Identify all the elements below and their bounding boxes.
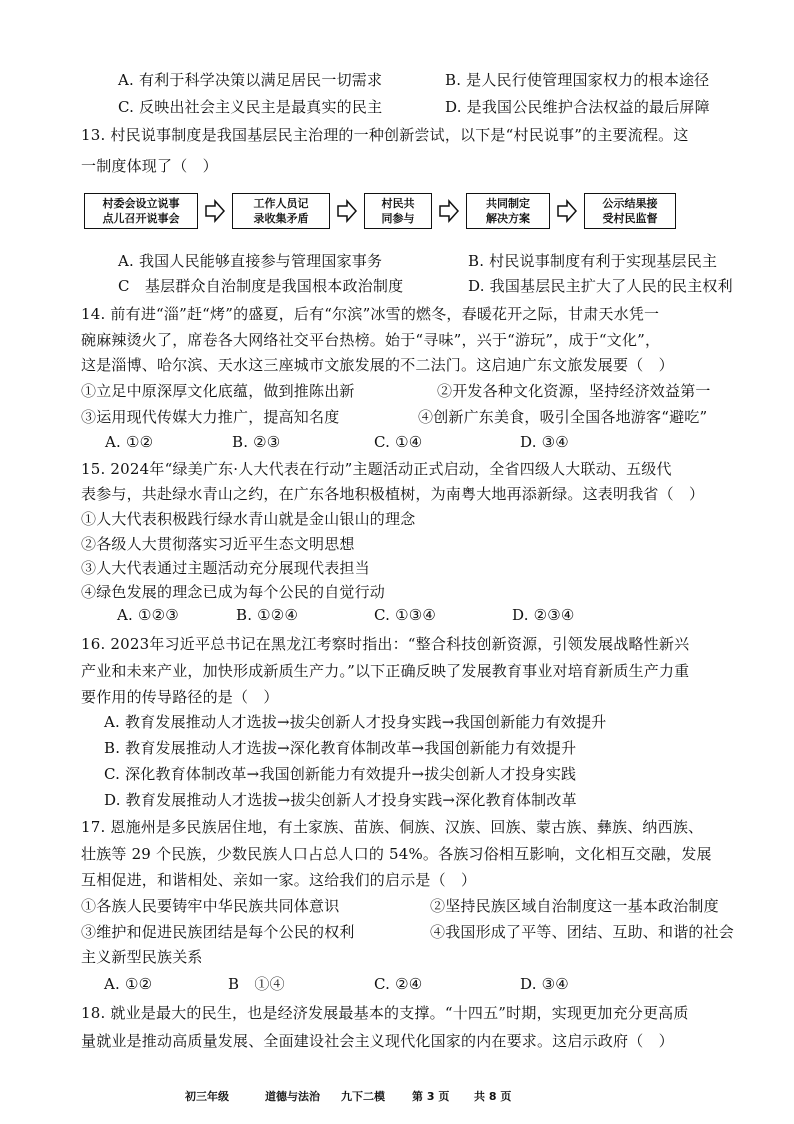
- q15-statement-1: ①人大代表积极践行绿水青山就是金山银山的理念: [81, 510, 416, 528]
- q14-option-c: C. ①④: [374, 433, 423, 451]
- q14-stem-line3: 这是淄博、哈尔滨、天水这三座城市文旅发展的不二法门。这启迪广东文旅发展要（ ）: [81, 356, 674, 374]
- q17-stem-line3: 互相促进，和谐相处、亲如一家。这给我们的启示是（ ）: [81, 871, 477, 889]
- q14-option-d: D. ③④: [520, 433, 569, 451]
- flow-step-5: 公示结果接 受村民监督: [584, 193, 676, 229]
- q14-statement-1: ①立足中原深厚文化底蕴，做到推陈出新: [81, 382, 355, 400]
- flow-arrow-icon: [336, 199, 358, 223]
- q15-option-d: D. ②③④: [512, 606, 575, 624]
- flow-step-4: 共同制定 解决方案: [466, 193, 550, 229]
- q17-stem-line2: 壮族等 29 个民族，少数民族人口占总人口的 54%。各族习俗相互影响，文化相互交融，发展: [81, 845, 712, 863]
- q17-statement-4: ④我国形成了平等、团结、互助、和谐的社会: [430, 923, 735, 941]
- footer-page-number: 第 3 页: [412, 1090, 450, 1103]
- q16-option-a: A. 教育发展推动人才选拔→拔尖创新人才投身实践→我国创新能力有效提升: [104, 713, 607, 731]
- flow-step-2: 工作人员记 录收集矛盾: [232, 193, 330, 229]
- footer-grade: 初三年级: [185, 1090, 229, 1103]
- flow-step-1: 村委会设立说事 点儿召开说事会: [84, 193, 198, 229]
- q13-option-b: B. 村民说事制度有利于实现基层民主: [468, 252, 718, 270]
- q14-statement-4: ④创新广东美食，吸引全国各地游客“避吃”: [418, 408, 708, 426]
- q17-statement-4-cont: 主义新型民族关系: [81, 948, 203, 966]
- q12-option-b: B. 是人民行使管理国家权力的根本途径: [445, 71, 710, 89]
- flow-arrow-icon: [204, 199, 226, 223]
- q14-option-a: A. ①②: [105, 433, 154, 451]
- q16-stem-line3: 要作用的传导路径的是（ ）: [81, 688, 279, 706]
- flow-step-3: 村民共 同参与: [364, 193, 432, 229]
- q12-option-c: C. 反映出社会主义民主是最真实的民主: [118, 98, 383, 116]
- q12-option-d: D. 是我国公民维护合法权益的最后屏障: [445, 98, 710, 116]
- q14-option-b: B. ②③: [232, 433, 281, 451]
- q15-statement-3: ③人大代表通过主题活动充分展现代表担当: [81, 559, 370, 577]
- footer-total-pages: 共 8 页: [474, 1090, 512, 1103]
- q13-option-c: C 基层群众自治制度是我国根本政治制度: [118, 277, 404, 295]
- q17-option-a: A. ①②: [104, 975, 153, 993]
- q18-stem-line2: 量就业是推动高质量发展、全面建设社会主义现代化国家的内在要求。这启示政府（ ）: [81, 1032, 674, 1050]
- q17-statement-3: ③维护和促进民族团结是每个公民的权利: [81, 923, 355, 941]
- q14-stem-line2: 碗麻辣烫火了，席卷各大网络社交平台热榜。始于“寻味”，兴于“游玩”，成于“文化”，: [81, 331, 661, 349]
- flow-arrow-icon: [556, 199, 578, 223]
- q18-stem-line1: 18. 就业是最大的民生，也是经济发展最基本的支撑。“十四五”时期，实现更加充分更高质: [81, 1004, 689, 1022]
- q13-option-a: A. 我国人民能够直接参与管理国家事务: [118, 252, 383, 270]
- q17-statement-2: ②坚持民族区域自治制度这一基本政治制度: [430, 897, 719, 915]
- q16-stem-line2: 产业和未来产业，加快形成新质生产力。”以下正确反映了发展教育事业对培育新质生产力重: [81, 662, 690, 680]
- q17-statement-1: ①各族人民要铸牢中华民族共同体意识: [81, 897, 340, 915]
- q15-option-b: B. ①②④: [236, 606, 299, 624]
- q17-option-d: D. ③④: [520, 975, 569, 993]
- q13-stem-line1: 13. 村民说事制度是我国基层民主治理的一种创新尝试，以下是“村民说事”的主要流程。这: [81, 126, 689, 144]
- footer-exam: 九下二模: [341, 1090, 385, 1103]
- q15-option-a: A. ①②③: [117, 606, 179, 624]
- q16-option-d: D. 教育发展推动人才选拔→拔尖创新人才投身实践→深化教育体制改革: [104, 791, 577, 809]
- q16-option-b: B. 教育发展推动人才选拔→深化教育体制改革→我国创新能力有效提升: [104, 739, 577, 757]
- q17-option-c: C. ②④: [374, 975, 423, 993]
- q15-statement-4: ④绿色发展的理念已成为每个公民的自觉行动: [81, 583, 386, 601]
- q14-stem-line1: 14. 前有进“淄”赶“烤”的盛夏，后有“尔滨”冰雪的燃冬，春暖花开之际，甘肃天水凭一: [81, 305, 660, 323]
- q15-statement-2: ②各级人大贯彻落实习近平生态文明思想: [81, 535, 355, 553]
- q16-option-c: C. 深化教育体制改革→我国创新能力有效提升→拔尖创新人才投身实践: [104, 765, 577, 783]
- q15-option-c: C. ①③④: [374, 606, 437, 624]
- q13-stem-line2: 一制度体现了（ ）: [81, 157, 218, 175]
- q14-statement-2: ②开发各种文化资源，坚持经济效益第一: [437, 382, 711, 400]
- footer-subject: 道德与法治: [265, 1090, 320, 1103]
- q13-option-d: D. 我国基层民主扩大了人民的民主权利: [468, 277, 733, 295]
- q14-statement-3: ③运用现代传媒大力推广，提高知名度: [81, 408, 340, 426]
- q15-stem-line2: 表参与，共赴绿水青山之约，在广东各地积极植树，为南粤大地再添新绿。这表明我省（ ）: [81, 485, 705, 503]
- q17-stem-line1: 17. 恩施州是多民族居住地，有土家族、苗族、侗族、汉族、回族、蒙古族、彝族、纳西族、: [81, 818, 704, 836]
- q15-stem-line1: 15. 2024年“绿美广东·人大代表在行动”主题活动正式启动，全省四级人大联动、五级代: [81, 460, 672, 478]
- flow-arrow-icon: [438, 199, 460, 223]
- q12-option-a: A. 有利于科学决策以满足居民一切需求: [118, 71, 383, 89]
- q17-option-b: B ①④: [228, 975, 285, 993]
- q16-stem-line1: 16. 2023年习近平总书记在黑龙江考察时指出：“整合科技创新资源，引领发展战略性新兴: [81, 635, 690, 653]
